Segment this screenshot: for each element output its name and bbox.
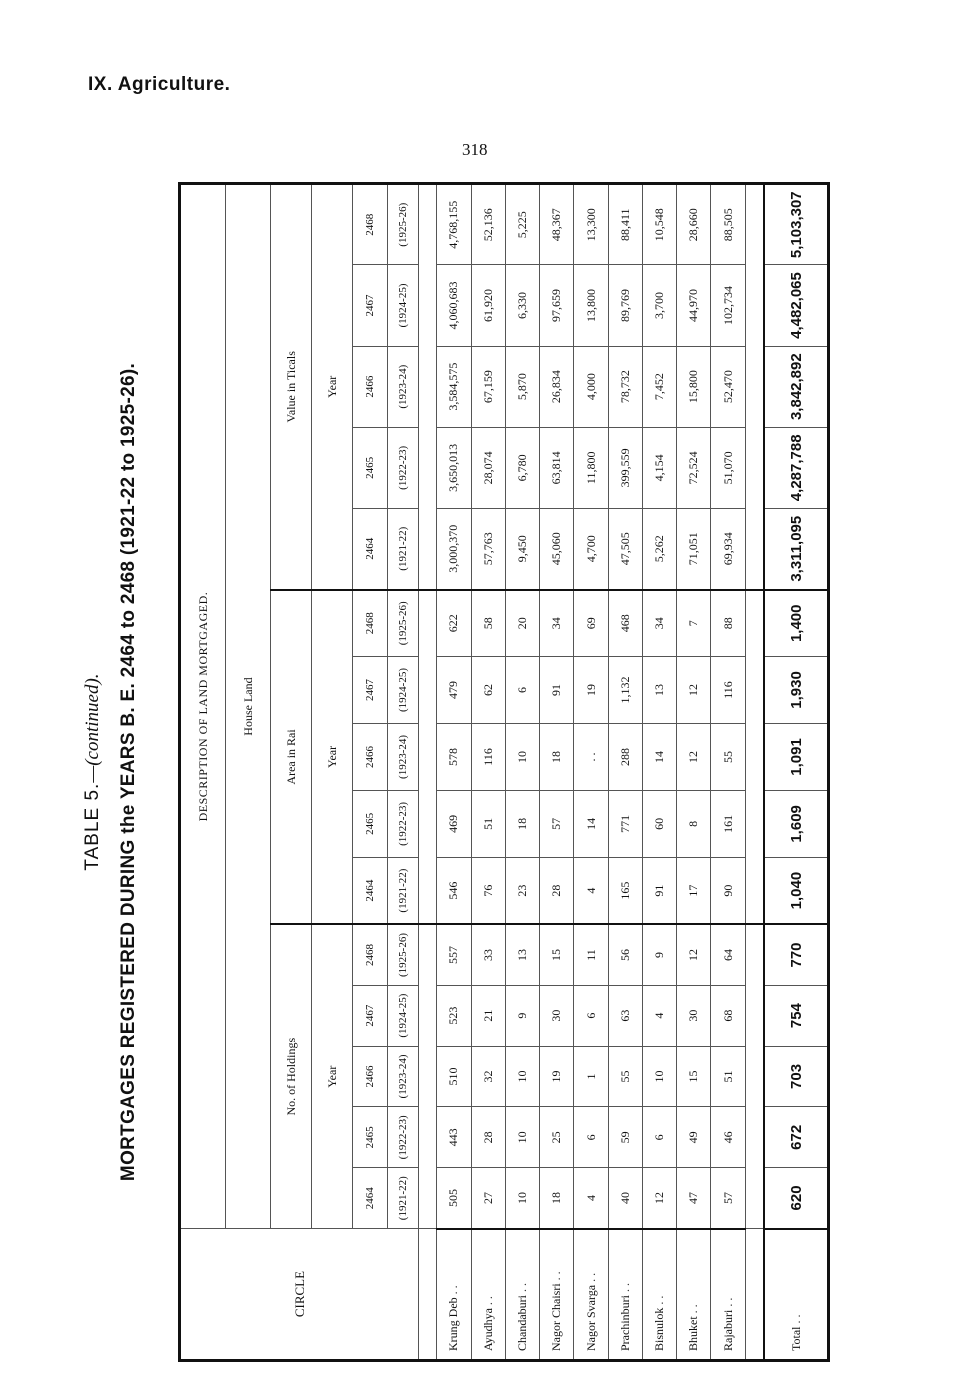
area-cell: 1,132 xyxy=(608,657,642,724)
table-row xyxy=(437,184,471,1361)
holdings-cell: 6 xyxy=(574,1107,608,1168)
area-cell: 18 xyxy=(540,723,574,790)
year-be: 2465 xyxy=(353,1107,388,1168)
table-caption-label: TABLE 5. xyxy=(82,782,103,871)
area-cell: 19 xyxy=(574,657,608,724)
year-be: 2467 xyxy=(353,657,388,724)
holdings-cell: 49 xyxy=(677,1107,711,1168)
area-cell: 55 xyxy=(711,723,745,790)
year-be: 2468 xyxy=(353,924,388,985)
table-body xyxy=(419,184,829,1361)
value-cell: 89,769 xyxy=(608,265,642,346)
year-be: 2465 xyxy=(353,790,388,857)
area-cell: 88 xyxy=(711,590,745,657)
area-cell: 6 xyxy=(505,657,539,724)
table-row xyxy=(608,184,642,1361)
area-cell: 546 xyxy=(437,857,471,924)
value-cell: 72,524 xyxy=(677,427,711,508)
holdings-cell: 32 xyxy=(471,1046,505,1107)
area-cell: 60 xyxy=(642,790,676,857)
holdings-cell: 505 xyxy=(437,1168,471,1229)
holdings-cell: 64 xyxy=(711,924,745,985)
area-cell: 161 xyxy=(711,790,745,857)
circle-leader: . . xyxy=(480,1296,495,1306)
holdings-cell: 672 xyxy=(764,1107,828,1168)
circle-name: Prachinburi xyxy=(617,1295,632,1351)
table-row xyxy=(471,184,505,1361)
year-ad: (1921-22) xyxy=(388,508,419,589)
value-year-label: Year xyxy=(312,184,353,590)
area-cell: 28 xyxy=(540,857,574,924)
value-cell: 4,000 xyxy=(574,346,608,427)
holdings-cell: 10 xyxy=(642,1046,676,1107)
circle-leader: . . xyxy=(686,1304,701,1314)
years-ad-row xyxy=(388,184,419,1361)
value-cell: 67,159 xyxy=(471,346,505,427)
holdings-cell: 25 xyxy=(540,1107,574,1168)
circle-leader: . . xyxy=(788,1314,803,1324)
value-cell: 5,262 xyxy=(642,508,676,589)
year-ad: (1921-22) xyxy=(388,857,419,924)
year-be: 2464 xyxy=(353,1168,388,1229)
year-ad: (1922-23) xyxy=(388,427,419,508)
holdings-cell: 754 xyxy=(764,985,828,1046)
area-cell: 771 xyxy=(608,790,642,857)
year-be: 2466 xyxy=(353,346,388,427)
value-cell: 4,154 xyxy=(642,427,676,508)
area-cell: 34 xyxy=(642,590,676,657)
value-cell: 13,800 xyxy=(574,265,608,346)
area-cell: 91 xyxy=(540,657,574,724)
area-cell: 10 xyxy=(505,723,539,790)
rotated-table-sheet xyxy=(82,182,830,1362)
value-cell: 63,814 xyxy=(540,427,574,508)
area-cell: 57 xyxy=(540,790,574,857)
holdings-header: No. of Holdings xyxy=(271,924,312,1228)
value-cell: 4,700 xyxy=(574,508,608,589)
year-ad: (1923-24) xyxy=(388,346,419,427)
area-cell: 116 xyxy=(711,657,745,724)
circle-name: Nagor Svarga xyxy=(583,1284,598,1351)
value-cell: 88,505 xyxy=(711,184,745,265)
area-cell: 90 xyxy=(711,857,745,924)
table-caption xyxy=(82,182,104,1362)
value-cell: 7,452 xyxy=(642,346,676,427)
year-ad: (1924-25) xyxy=(388,985,419,1046)
area-cell: 62 xyxy=(471,657,505,724)
year-ad: (1925-26) xyxy=(388,924,419,985)
circle-name: Total xyxy=(788,1326,803,1351)
year-ad: (1924-25) xyxy=(388,657,419,724)
year-be: 2467 xyxy=(353,265,388,346)
holdings-cell: 4 xyxy=(574,1168,608,1229)
area-cell: 8 xyxy=(677,790,711,857)
page-header: IX. Agriculture. xyxy=(88,74,231,95)
value-cell: 3,700 xyxy=(642,265,676,346)
area-cell: 12 xyxy=(677,723,711,790)
circle-leader: . . xyxy=(720,1297,735,1307)
holdings-cell: 56 xyxy=(608,924,642,985)
circle-name: Krung Deb xyxy=(446,1297,461,1351)
holdings-cell: 57 xyxy=(711,1168,745,1229)
year-be: 2464 xyxy=(353,857,388,924)
circle-cell xyxy=(574,1229,608,1361)
holdings-cell: 557 xyxy=(437,924,471,985)
holdings-cell: 55 xyxy=(608,1046,642,1107)
circle-leader: . . xyxy=(446,1285,461,1295)
house-land-header: House Land xyxy=(226,184,271,1229)
value-cell: 51,070 xyxy=(711,427,745,508)
value-cell: 4,060,683 xyxy=(437,265,471,346)
value-cell: 45,060 xyxy=(540,508,574,589)
value-cell: 9,450 xyxy=(505,508,539,589)
area-cell: 17 xyxy=(677,857,711,924)
year-be: 2465 xyxy=(353,427,388,508)
holdings-cell: 28 xyxy=(471,1107,505,1168)
circle-leader: . . xyxy=(515,1283,529,1292)
circle-cell xyxy=(711,1229,745,1361)
value-cell: 399,559 xyxy=(608,427,642,508)
year-be: 2466 xyxy=(353,723,388,790)
value-cell: 13,300 xyxy=(574,184,608,265)
value-cell: 3,584,575 xyxy=(437,346,471,427)
area-cell: 20 xyxy=(505,590,539,657)
year-ad: (1922-23) xyxy=(388,1107,419,1168)
area-cell: 165 xyxy=(608,857,642,924)
value-cell: 48,367 xyxy=(540,184,574,265)
area-cell: 288 xyxy=(608,723,642,790)
holdings-cell: 33 xyxy=(471,924,505,985)
value-cell: 28,660 xyxy=(677,184,711,265)
circle-leader: . . xyxy=(617,1283,632,1292)
value-cell: 26,834 xyxy=(540,346,574,427)
area-cell: 13 xyxy=(642,657,676,724)
value-cell: 102,734 xyxy=(711,265,745,346)
area-cell: 14 xyxy=(642,723,676,790)
holdings-cell: 13 xyxy=(505,924,539,985)
year-ad: (1921-22) xyxy=(388,1168,419,1229)
mortgages-table xyxy=(178,182,830,1362)
circle-cell xyxy=(471,1229,505,1361)
circle-name: Ayudhya xyxy=(480,1308,495,1351)
holdings-cell: 12 xyxy=(677,924,711,985)
circle-leader: . . xyxy=(652,1295,667,1305)
value-cell: 5,225 xyxy=(505,184,539,265)
value-cell: 97,659 xyxy=(540,265,574,346)
value-cell: 3,842,892 xyxy=(764,346,828,427)
value-cell: 10,548 xyxy=(642,184,676,265)
table-row xyxy=(711,184,745,1361)
area-cell: 578 xyxy=(437,723,471,790)
area-cell: 469 xyxy=(437,790,471,857)
holdings-cell: 59 xyxy=(608,1107,642,1168)
area-cell: 116 xyxy=(471,723,505,790)
value-cell: 78,732 xyxy=(608,346,642,427)
circle-cell xyxy=(677,1229,711,1361)
area-cell: 4 xyxy=(574,857,608,924)
area-year-label: Year xyxy=(312,590,353,925)
year-be: 2468 xyxy=(353,590,388,657)
description-header: DESCRIPTION OF LAND MORTGAGED. xyxy=(180,184,226,1229)
value-cell: 69,934 xyxy=(711,508,745,589)
table-row xyxy=(540,184,574,1361)
area-cell: 12 xyxy=(677,657,711,724)
value-cell: 44,970 xyxy=(677,265,711,346)
holdings-cell: 63 xyxy=(608,985,642,1046)
value-header: Value in Ticals xyxy=(271,184,312,590)
page-number: 318 xyxy=(462,140,488,159)
area-cell: 1,609 xyxy=(764,790,828,857)
holdings-cell: 443 xyxy=(437,1107,471,1168)
area-cell: 69 xyxy=(574,590,608,657)
years-be-row xyxy=(353,184,388,1361)
circle-cell xyxy=(540,1229,574,1361)
table-row xyxy=(574,184,608,1361)
circle-cell xyxy=(642,1229,676,1361)
table-row xyxy=(642,184,676,1361)
year-ad: (1925-26) xyxy=(388,590,419,657)
circle-name: Bisnulok xyxy=(652,1307,667,1351)
area-cell: 91 xyxy=(642,857,676,924)
value-cell: 47,505 xyxy=(608,508,642,589)
area-cell: 622 xyxy=(437,590,471,657)
circle-name: Chandaburi xyxy=(515,1295,529,1351)
holdings-cell: 11 xyxy=(574,924,608,985)
value-cell: 71,051 xyxy=(677,508,711,589)
area-cell: 1,091 xyxy=(764,723,828,790)
year-be: 2468 xyxy=(353,184,388,265)
value-cell: 6,330 xyxy=(505,265,539,346)
holdings-cell: 510 xyxy=(437,1046,471,1107)
holdings-cell: 10 xyxy=(505,1107,539,1168)
year-ad: (1925-26) xyxy=(388,184,419,265)
circle-leader: . . xyxy=(583,1272,598,1282)
area-cell: 7 xyxy=(677,590,711,657)
table-row xyxy=(505,184,539,1361)
value-cell: 61,920 xyxy=(471,265,505,346)
year-be: 2467 xyxy=(353,985,388,1046)
holdings-cell: 27 xyxy=(471,1168,505,1229)
year-ad: (1922-23) xyxy=(388,790,419,857)
circle-cell xyxy=(505,1229,539,1361)
holdings-cell: 68 xyxy=(711,985,745,1046)
holdings-cell: 703 xyxy=(764,1046,828,1107)
year-ad: (1923-24) xyxy=(388,1046,419,1107)
holdings-cell: 10 xyxy=(505,1168,539,1229)
holdings-cell: 15 xyxy=(677,1046,711,1107)
total-row xyxy=(764,184,828,1361)
area-cell: 18 xyxy=(505,790,539,857)
circle-header: CIRCLE xyxy=(180,1229,419,1361)
value-cell: 57,763 xyxy=(471,508,505,589)
area-cell: 34 xyxy=(540,590,574,657)
value-cell: 5,103,307 xyxy=(764,184,828,265)
holdings-cell: 9 xyxy=(642,924,676,985)
value-cell: 4,287,788 xyxy=(764,427,828,508)
circle-name: Nagor Chaisri xyxy=(549,1283,564,1351)
circle-cell xyxy=(764,1229,828,1361)
circle-cell xyxy=(608,1229,642,1361)
holdings-cell: 12 xyxy=(642,1168,676,1229)
holdings-cell: 46 xyxy=(711,1107,745,1168)
area-cell: 76 xyxy=(471,857,505,924)
area-cell: 468 xyxy=(608,590,642,657)
area-cell: 1,040 xyxy=(764,857,828,924)
value-cell: 4,482,065 xyxy=(764,265,828,346)
value-cell: 3,311,095 xyxy=(764,508,828,589)
area-cell: 23 xyxy=(505,857,539,924)
table-title: MORTGAGES REGISTERED DURING the YEARS B. E. 2464 to 2468 (1921-22 to 1925-26). xyxy=(118,362,139,1182)
holdings-year-label: Year xyxy=(312,924,353,1228)
area-cell: 479 xyxy=(437,657,471,724)
area-cell: 51 xyxy=(471,790,505,857)
holdings-cell: 6 xyxy=(574,985,608,1046)
holdings-cell: 1 xyxy=(574,1046,608,1107)
holdings-cell: 9 xyxy=(505,985,539,1046)
area-cell: 58 xyxy=(471,590,505,657)
table-caption-note: —(continued). xyxy=(82,673,103,783)
area-header: Area in Rai xyxy=(271,590,312,925)
year-be: 2464 xyxy=(353,508,388,589)
holdings-cell: 523 xyxy=(437,985,471,1046)
holdings-cell: 4 xyxy=(642,985,676,1046)
area-cell: 1,400 xyxy=(764,590,828,657)
area-cell: 14 xyxy=(574,790,608,857)
holdings-cell: 30 xyxy=(540,985,574,1046)
value-cell: 88,411 xyxy=(608,184,642,265)
holdings-cell: 21 xyxy=(471,985,505,1046)
value-cell: 28,074 xyxy=(471,427,505,508)
holdings-cell: 40 xyxy=(608,1168,642,1229)
area-cell: 1,930 xyxy=(764,657,828,724)
value-cell: 4,768,155 xyxy=(437,184,471,265)
value-cell: 15,800 xyxy=(677,346,711,427)
value-cell: 52,470 xyxy=(711,346,745,427)
circle-cell xyxy=(437,1229,471,1361)
holdings-cell: 47 xyxy=(677,1168,711,1229)
circle-name: Rajaburi xyxy=(720,1309,735,1351)
holdings-cell: 19 xyxy=(540,1046,574,1107)
value-cell: 5,870 xyxy=(505,346,539,427)
circle-name: Bhuket xyxy=(686,1316,701,1351)
table-row xyxy=(677,184,711,1361)
holdings-cell: 620 xyxy=(764,1168,828,1229)
year-ad: (1923-24) xyxy=(388,723,419,790)
year-be: 2466 xyxy=(353,1046,388,1107)
holdings-cell: 18 xyxy=(540,1168,574,1229)
holdings-cell: 10 xyxy=(505,1046,539,1107)
holdings-cell: 15 xyxy=(540,924,574,985)
value-cell: 11,800 xyxy=(574,427,608,508)
holdings-cell: 51 xyxy=(711,1046,745,1107)
holdings-cell: 30 xyxy=(677,985,711,1046)
holdings-cell: 770 xyxy=(764,924,828,985)
value-cell: 3,000,370 xyxy=(437,508,471,589)
value-cell: 3,650,013 xyxy=(437,427,471,508)
circle-leader: . . xyxy=(549,1271,564,1281)
area-cell: . . xyxy=(574,723,608,790)
holdings-cell: 6 xyxy=(642,1107,676,1168)
value-cell: 52,136 xyxy=(471,184,505,265)
year-ad: (1924-25) xyxy=(388,265,419,346)
value-cell: 6,780 xyxy=(505,427,539,508)
